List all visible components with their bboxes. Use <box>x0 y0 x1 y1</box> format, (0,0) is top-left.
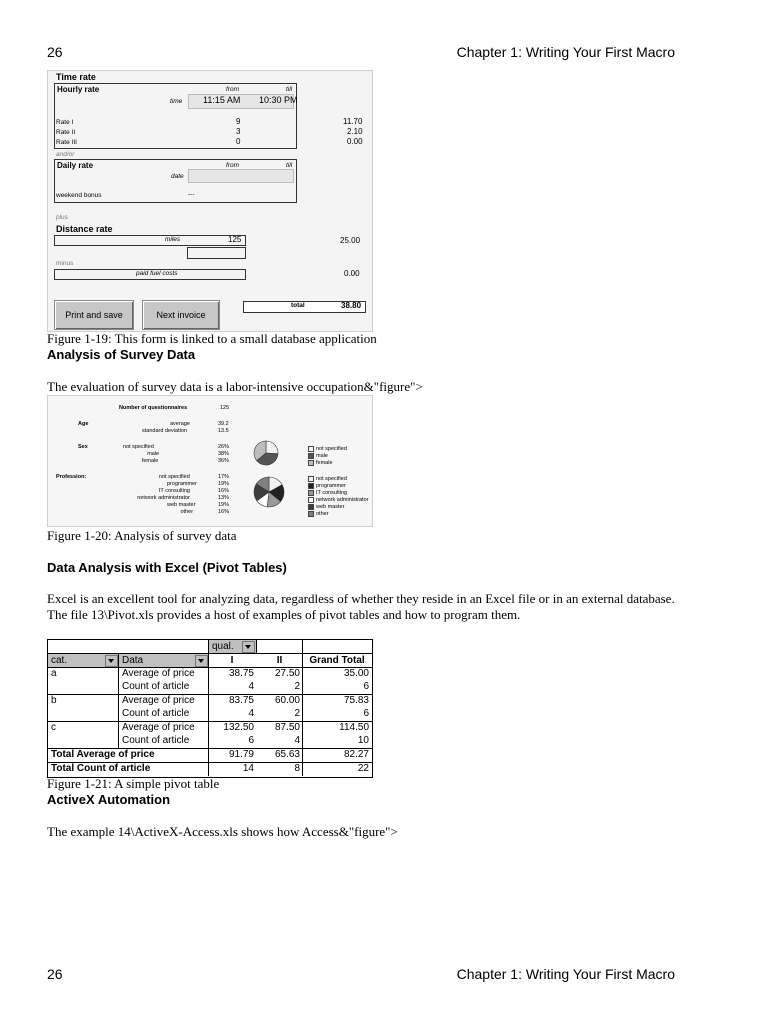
sex-row-value: 38% <box>218 451 230 457</box>
sex-pie-chart <box>253 440 279 466</box>
profession-row-value: 19% <box>218 502 230 508</box>
col-header-grand-total: Grand Total <box>309 655 365 666</box>
pivot-row-label: Average of price <box>122 695 195 706</box>
average-value: 39.2 <box>218 421 229 427</box>
legend-swatch <box>308 483 314 489</box>
rate2-label: Rate II <box>56 129 76 136</box>
sex-legend-item <box>308 460 333 466</box>
profession-row-label: network administrator <box>137 495 190 501</box>
legend-label: programmer <box>316 483 346 489</box>
footer-chapter-title: Chapter 1: Writing Your First Macro <box>456 966 675 982</box>
caption-fig-1-19: Figure 1-19: This form is linked to a small database application <box>47 331 377 346</box>
profession-row-value: 13% <box>218 495 230 501</box>
profession-label: Profession: <box>56 474 87 480</box>
miles-total: 25.00 <box>340 236 361 245</box>
hourly-till-label: till <box>286 86 293 93</box>
cat-dropdown-icon[interactable] <box>105 655 118 667</box>
rate2-total: 2.10 <box>347 127 363 136</box>
profession-row-label: not specified <box>158 474 190 480</box>
std-label: standard deviation <box>142 428 187 434</box>
legend-label: IT consulting <box>316 490 348 496</box>
sex-label: Sex <box>78 444 88 450</box>
pivot-total-avg-label: Total Average of price <box>51 749 155 760</box>
rate1-value: 9 <box>236 117 241 126</box>
paragraph-survey: The evaluation of survey data is a labor-intensive occupation&"figure"> <box>47 379 423 394</box>
legend-label: web master <box>316 504 345 510</box>
rate1-label: Rate I <box>56 119 74 126</box>
legend-label: not specified <box>316 446 347 452</box>
sex-legend-item <box>308 446 347 452</box>
profession-row-value: 16% <box>218 488 230 494</box>
distance-rate-box <box>54 235 246 246</box>
pivot-cell: 114.50 <box>339 722 369 733</box>
pivot-total-cell: 14 <box>242 763 254 774</box>
footer-page-number: 26 <box>47 966 63 982</box>
questionnaires-label: Number of questionnaires <box>119 405 188 411</box>
data-dropdown-icon[interactable] <box>195 655 208 667</box>
pivot-cell: 38.75 <box>228 668 254 679</box>
paragraph-pivot: Excel is an excellent tool for analyzing data, regardless of whether they reside in an Excel file or in an external database. The file 13\Pivot.xls provides a host of examples of pivot tables and how to program them. <box>47 591 675 622</box>
time-from-value: 11:15 AM <box>203 95 241 105</box>
data-field-label: Data <box>122 655 144 666</box>
hourly-from-label: from <box>226 86 239 93</box>
pivot-total-cell: 22 <box>357 763 369 774</box>
pie-slice <box>266 441 278 454</box>
daily-till-label: till <box>286 162 293 169</box>
minus-label: minus <box>56 260 74 267</box>
qual-dropdown-icon[interactable] <box>242 641 255 653</box>
profession-legend-item <box>308 511 329 517</box>
profession-legend-item <box>308 476 347 482</box>
caption-fig-1-21: Figure 1-21: A simple pivot table <box>47 776 220 791</box>
total-label: total <box>291 302 305 309</box>
pivot-cell: 35.00 <box>343 668 369 679</box>
profession-pie-chart <box>253 476 285 508</box>
heading-survey-analysis: Analysis of Survey Data <box>47 347 196 362</box>
profession-row-value: 17% <box>218 474 230 480</box>
pivot-cell: 83.75 <box>228 695 254 706</box>
date-label: date <box>171 173 184 180</box>
profession-row-value: 16% <box>218 509 230 515</box>
questionnaires-value: 125 <box>220 405 230 411</box>
legend-label: other <box>316 511 329 517</box>
pivot-row-label: Count of article <box>122 708 190 719</box>
average-label: average <box>170 421 190 427</box>
legend-swatch <box>308 446 314 452</box>
caption-fig-1-20: Figure 1-20: Analysis of survey data <box>47 528 237 543</box>
pivot-row-label: Count of article <box>122 735 190 746</box>
legend-swatch <box>308 511 314 517</box>
profession-legend-item <box>308 504 344 510</box>
fuel-costs-label: paid fuel costs <box>136 270 178 277</box>
qual-field-label: qual. <box>212 641 234 652</box>
cat-field-label: cat. <box>51 655 68 666</box>
pivot-cell: 60.00 <box>274 695 300 706</box>
time-till-value: 10:30 PM <box>259 95 298 105</box>
fuel-costs-total: 0.00 <box>344 269 360 278</box>
profession-legend-item <box>308 490 347 496</box>
time-rate-title: Time rate <box>56 72 96 82</box>
legend-swatch <box>308 476 314 482</box>
daily-rate-label: Daily rate <box>57 161 94 170</box>
header-chapter-title: Chapter 1: Writing Your First Macro <box>456 44 675 60</box>
pivot-total-count-label: Total Count of article <box>51 763 151 774</box>
pivot-cell: 6 <box>248 735 254 746</box>
pivot-total-cell: 8 <box>294 763 300 774</box>
pivot-cell: 6 <box>363 708 369 719</box>
plus-label: plus <box>56 214 68 221</box>
figure-time-rate-form <box>47 70 373 332</box>
heading-activex: ActiveX Automation <box>47 792 171 807</box>
time-label: time <box>170 98 183 105</box>
rate2-value: 3 <box>236 127 241 136</box>
pivot-cell: 2 <box>294 708 300 719</box>
sex-row-label: male <box>147 451 160 457</box>
paragraph-activex: The example 14\ActiveX-Access.xls shows how Access&"figure"> <box>47 824 398 839</box>
andor-label: and/or <box>56 151 75 158</box>
profession-row-value: 19% <box>218 481 230 487</box>
weekend-bonus-label: weekend bonus <box>56 192 102 199</box>
header-page-number: 26 <box>47 44 63 60</box>
pivot-cell: 10 <box>357 735 369 746</box>
date-fields[interactable] <box>188 169 294 183</box>
hourly-rate-label: Hourly rate <box>57 85 100 94</box>
legend-label: network administrator <box>316 497 369 503</box>
sex-row-value: 26% <box>218 444 230 450</box>
miles-value: 125 <box>228 235 242 244</box>
pivot-category: c <box>51 722 56 733</box>
profession-row-label: other <box>180 509 194 515</box>
pivot-cell: 6 <box>363 681 369 692</box>
total-value: 38.80 <box>341 301 362 310</box>
rate3-total: 0.00 <box>347 137 363 146</box>
pivot-row-label: Count of article <box>122 681 190 692</box>
pivot-category: a <box>51 668 57 679</box>
pivot-total-cell: 91.79 <box>228 749 254 760</box>
pivot-cell: 2 <box>294 681 300 692</box>
legend-swatch <box>308 490 314 496</box>
sex-legend-item <box>308 453 328 459</box>
legend-label: male <box>316 453 328 459</box>
weekend-bonus-value: --- <box>188 191 195 198</box>
profession-row-label: programmer <box>167 481 197 487</box>
col-header-ii: II <box>276 655 283 666</box>
profession-legend-item <box>308 483 346 489</box>
profession-row-label: IT consulting <box>158 488 190 494</box>
pivot-category: b <box>51 695 57 706</box>
pivot-row-label: Average of price <box>122 722 195 733</box>
profession-row-label: web master <box>167 502 196 508</box>
pivot-cell: 4 <box>248 681 254 692</box>
sex-row-value: 36% <box>218 458 230 464</box>
pivot-cell: 132.50 <box>223 722 254 733</box>
miles-input[interactable] <box>187 247 246 259</box>
profession-legend-item <box>308 497 369 503</box>
pivot-cell: 87.50 <box>274 722 300 733</box>
next-invoice-button[interactable]: Next invoice <box>142 300 220 330</box>
figure-pivot-table <box>47 639 373 778</box>
legend-swatch <box>308 497 314 503</box>
heading-pivot-tables: Data Analysis with Excel (Pivot Tables) <box>47 560 287 575</box>
age-label: Age <box>78 421 89 427</box>
legend-label: female <box>316 460 333 466</box>
sex-row-label: not specified <box>122 444 154 450</box>
legend-swatch <box>308 504 314 510</box>
rate3-value: 0 <box>236 137 241 146</box>
pivot-cell: 27.50 <box>274 668 300 679</box>
sex-row-label: female <box>141 458 159 464</box>
pivot-cell: 4 <box>294 735 300 746</box>
pivot-total-cell: 65.63 <box>274 749 300 760</box>
daily-from-label: from <box>226 162 239 169</box>
distance-rate-label: Distance rate <box>56 224 113 234</box>
col-header-i: I <box>230 655 234 666</box>
pivot-row-label: Average of price <box>122 668 195 679</box>
print-and-save-button[interactable]: Print and save <box>54 300 134 330</box>
std-value: 13.5 <box>218 428 229 434</box>
rate1-total: 11.70 <box>343 117 363 126</box>
legend-swatch <box>308 453 314 459</box>
figure-survey-analysis <box>47 395 373 527</box>
pivot-cell: 75.83 <box>343 695 369 706</box>
pivot-cell: 4 <box>248 708 254 719</box>
legend-swatch <box>308 460 314 466</box>
miles-label: miles <box>165 236 181 243</box>
legend-label: not specified <box>316 476 347 482</box>
rate3-label: Rate III <box>56 139 77 146</box>
pivot-total-cell: 82.27 <box>343 749 369 760</box>
